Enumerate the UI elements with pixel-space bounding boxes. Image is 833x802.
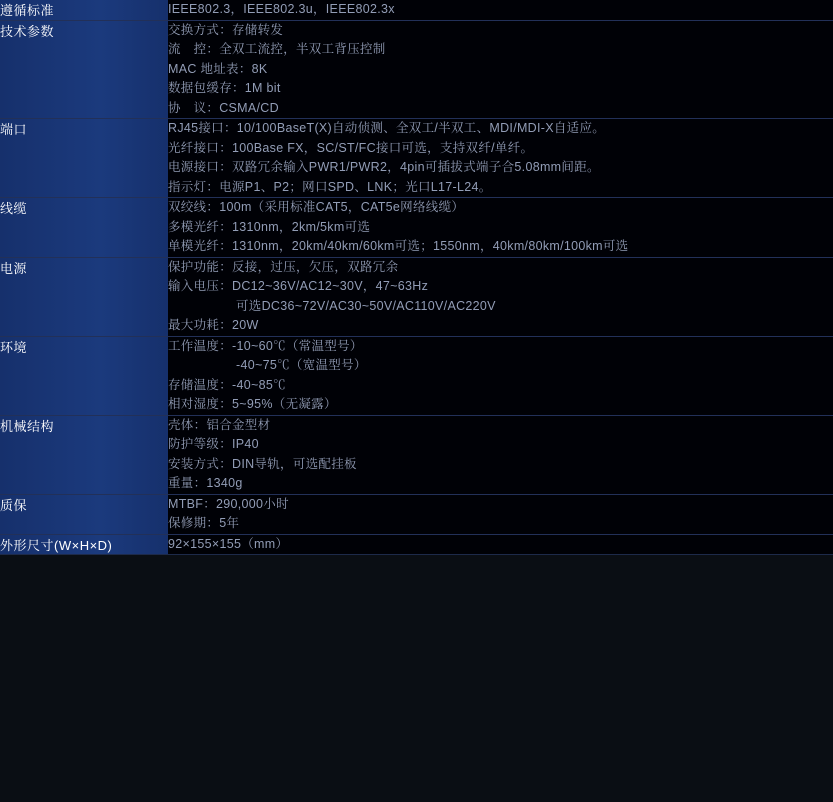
row-value-line: 指示灯：电源P1、P2；网口SPD、LNK；光口L17-L24。 <box>168 179 492 194</box>
row-value-line: 壳体：铝合金型材 <box>168 417 271 432</box>
table-row <box>0 119 833 198</box>
row-value-line: RJ45接口：10/100BaseT(X)自动侦测、全双工/半双工、MDI/MDI-X自适应。 <box>168 121 606 135</box>
row-value <box>168 198 833 258</box>
row-value <box>168 336 833 415</box>
row-value-line: 单模光纤：1310nm，20km/40km/60km可选；1550nm，40km/80km/100km可选 <box>168 239 629 253</box>
table-row <box>0 534 833 555</box>
row-value-line: 92×155×155（mm） <box>168 536 289 551</box>
row-value-line: 保护功能：反接，过压，欠压，双路冗余 <box>168 259 399 274</box>
row-value-line: 数据包缓存：1M bit <box>168 81 281 95</box>
table-row <box>0 415 833 494</box>
row-value <box>168 534 833 555</box>
row-label: 电源 <box>0 257 168 336</box>
row-value-line: IEEE802.3，IEEE802.3u，IEEE802.3x <box>168 2 395 16</box>
row-value-line: 安装方式：DIN导轨，可选配挂板 <box>168 456 357 471</box>
table-row <box>0 336 833 415</box>
row-label: 技术参数 <box>0 20 168 119</box>
row-value-line: 存储温度：-40~85℃ <box>168 377 286 392</box>
row-value-line: 重量：1340g <box>168 476 243 490</box>
row-label: 外形尺寸(W×H×D) <box>0 534 168 555</box>
row-value-line: 防护等级：IP40 <box>168 437 259 451</box>
row-value-line: -40~75℃（宽温型号） <box>236 358 367 372</box>
row-value <box>168 415 833 494</box>
row-label: 环境 <box>0 336 168 415</box>
table-row <box>0 257 833 336</box>
row-value-line: 协 议：CSMA/CD <box>168 100 279 115</box>
row-label: 端口 <box>0 119 168 198</box>
row-label: 机械结构 <box>0 415 168 494</box>
row-value-line: 可选DC36~72V/AC30~50V/AC110V/AC220V <box>236 298 496 313</box>
row-value-line: 最大功耗：20W <box>168 318 259 332</box>
row-value <box>168 494 833 534</box>
row-value-line: MTBF：290,000小时 <box>168 496 289 511</box>
row-label: 质保 <box>0 494 168 534</box>
table-row <box>0 0 833 20</box>
row-value <box>168 257 833 336</box>
row-value-line: 流 控：全双工流控，半双工背压控制 <box>168 42 386 56</box>
row-label: 遵循标准 <box>0 0 168 20</box>
table-row <box>0 198 833 258</box>
row-value <box>168 0 833 20</box>
row-value-line: 工作温度：-10~60℃（常温型号） <box>168 338 363 353</box>
row-value-line: 相对湿度：5~95%（无凝露） <box>168 397 337 411</box>
row-value-line: 双绞线：100m（采用标准CAT5，CAT5e网络线缆） <box>168 200 465 214</box>
table-row <box>0 20 833 119</box>
row-value-line: 电源接口：双路冗余输入PWR1/PWR2，4pin可插拔式端子合5.08mm间距。 <box>168 160 600 174</box>
row-value-line: 输入电压：DC12~36V/AC12~30V，47~63Hz <box>168 279 429 293</box>
row-value-line: MAC 地址表：8K <box>168 61 268 76</box>
row-value-line: 保修期：5年 <box>168 516 240 530</box>
row-value <box>168 119 833 198</box>
row-value-line: 交换方式：存储转发 <box>168 22 284 37</box>
row-value-line: 光纤接口：100Base FX，SC/ST/FC接口可选，支持双纤/单纤。 <box>168 140 534 155</box>
row-value-line: 多模光纤：1310nm，2km/5km可选 <box>168 219 371 234</box>
row-value <box>168 20 833 119</box>
row-label: 线缆 <box>0 198 168 258</box>
table-row <box>0 494 833 534</box>
